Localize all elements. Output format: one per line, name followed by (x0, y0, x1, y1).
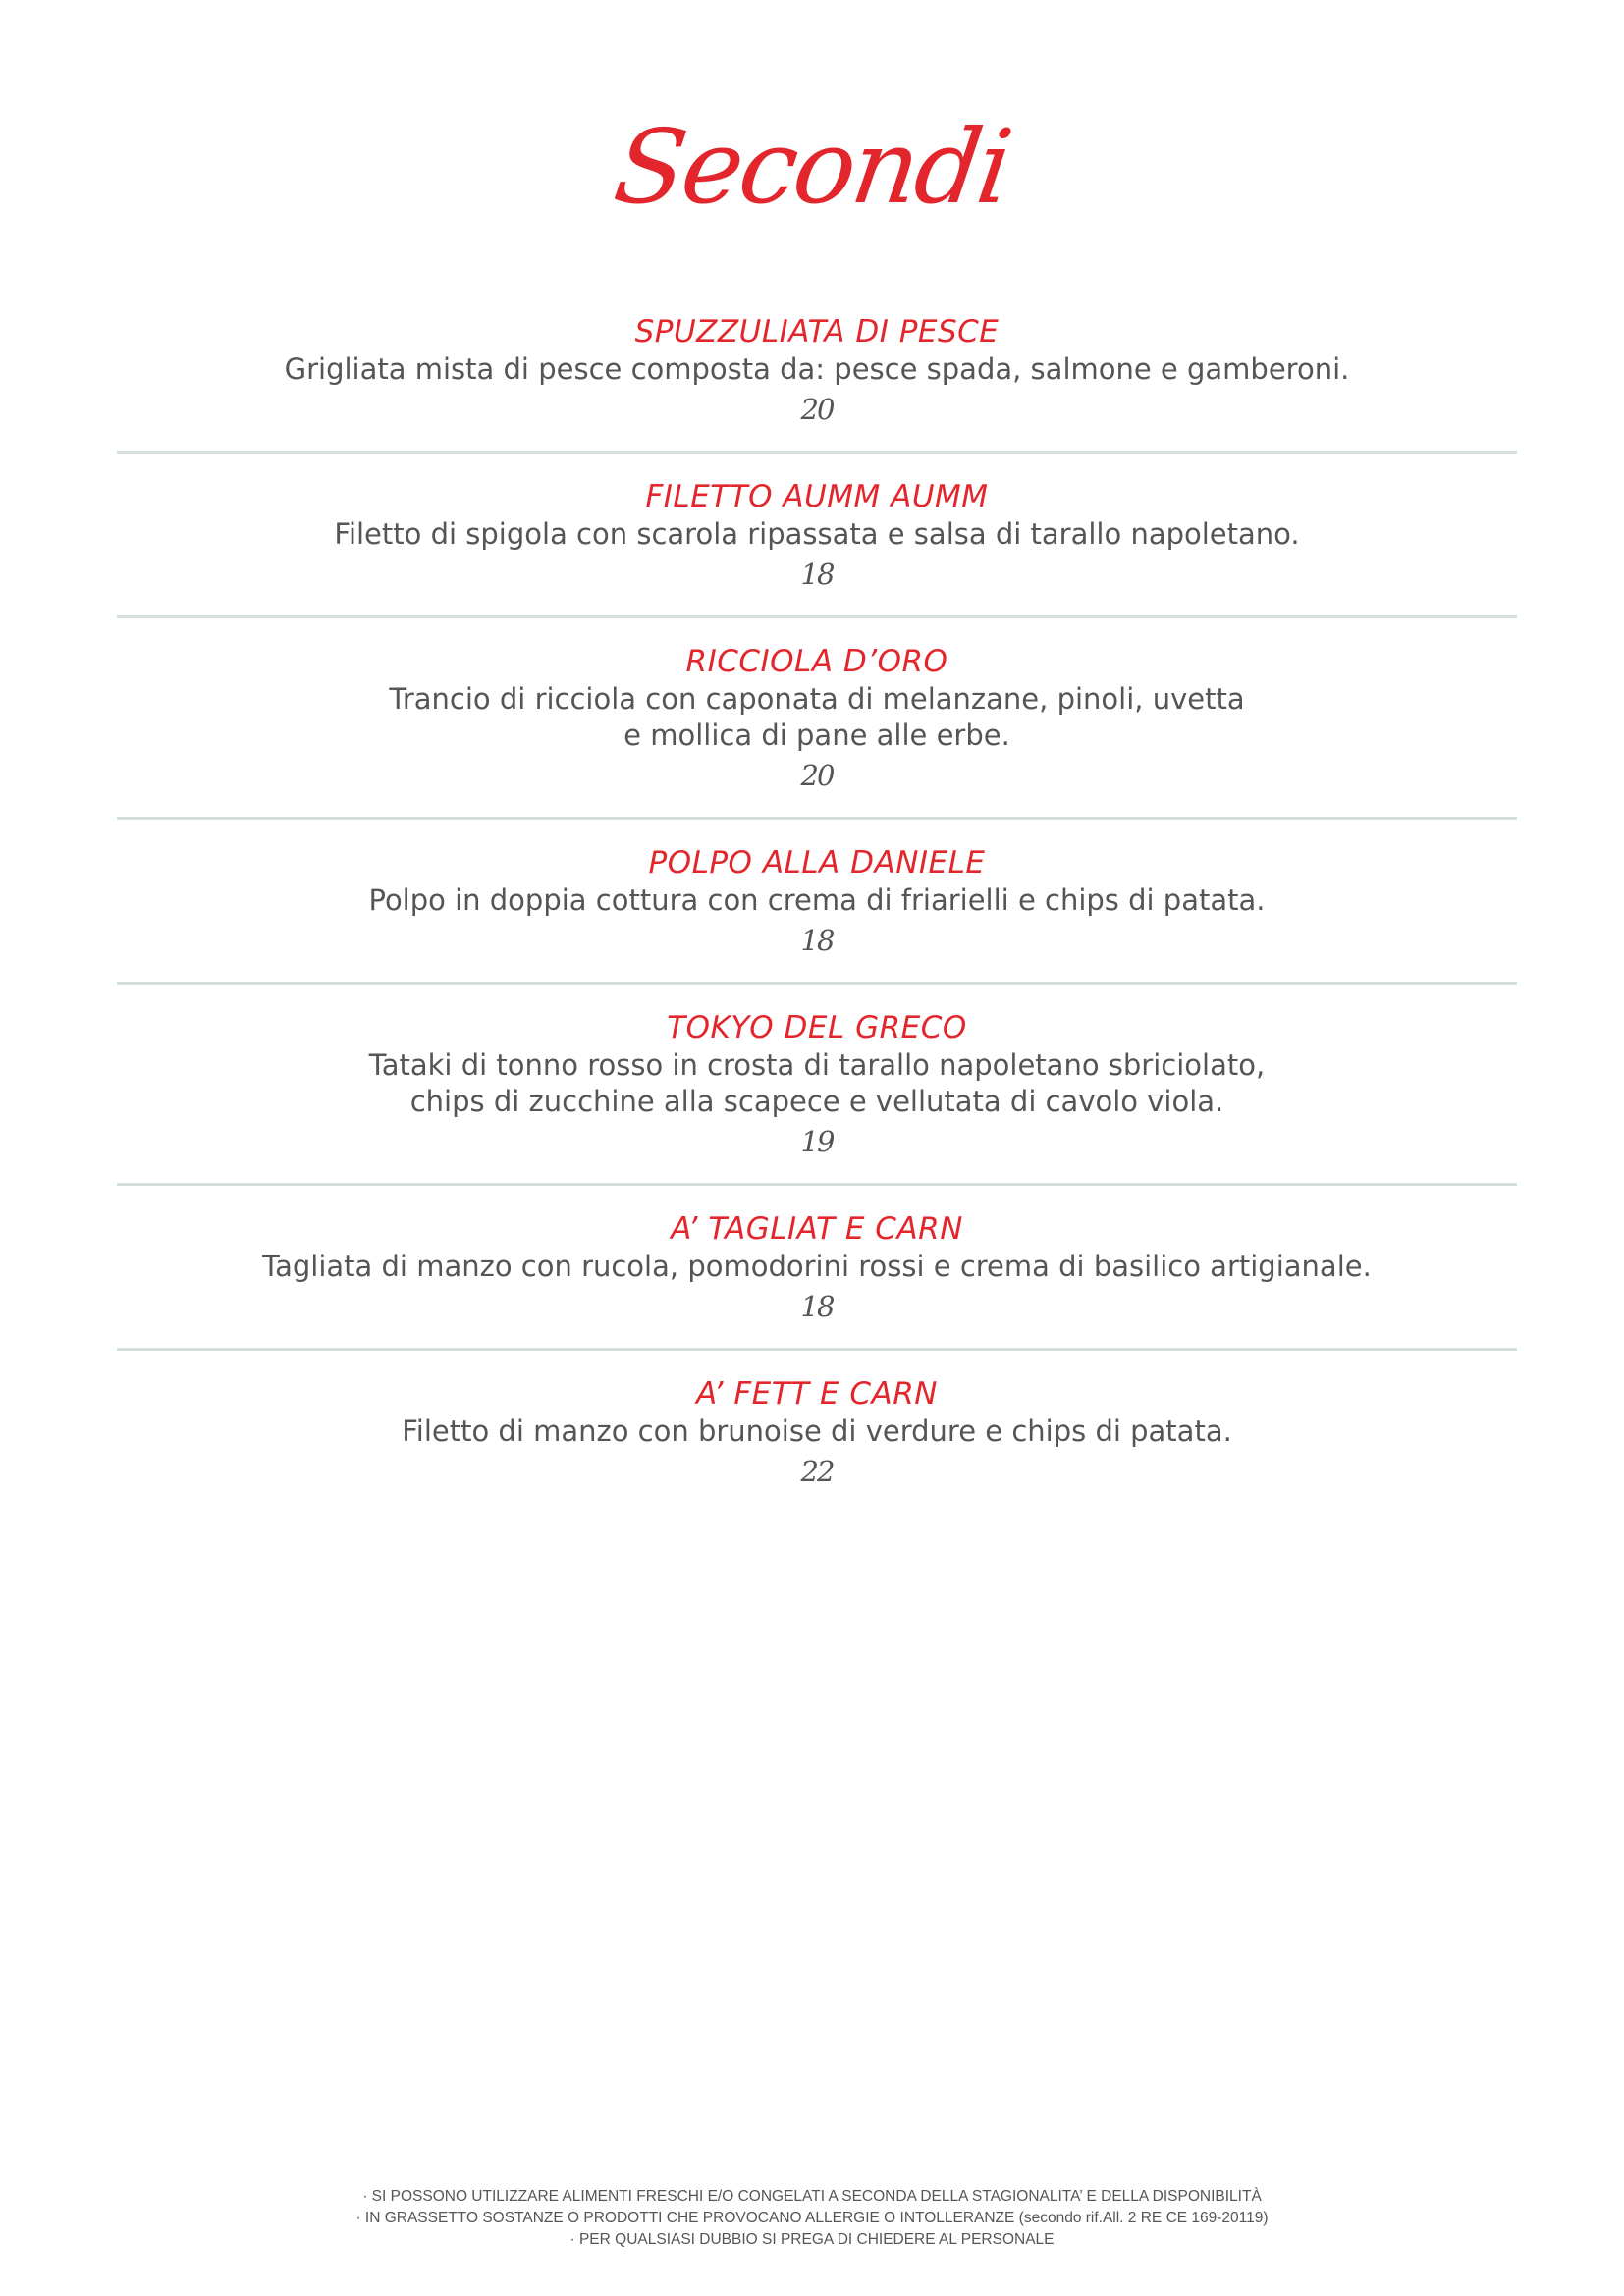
divider (117, 451, 1517, 454)
menu-item (117, 843, 1517, 960)
dish-name: POLPO ALLA DANIELE (648, 845, 986, 881)
dish-price: 19 (800, 1125, 834, 1158)
dish-price: 18 (800, 924, 834, 957)
footer-note: · PER QUALSIASI DUBBIO SI PREGA DI CHIEDERE AL PERSONALE (569, 2231, 1055, 2248)
dish-price: 20 (800, 759, 834, 792)
divider (117, 1183, 1517, 1186)
footer-note: · IN GRASSETTO SOSTANZE O PRODOTTI CHE PROVOCANO ALLERGIE O INTOLLERANZE (secondo rif.All. 2 RE CE 169-20119) (355, 2210, 1269, 2226)
dish-price: 18 (800, 558, 834, 591)
menu-item (117, 312, 1517, 429)
menu-item (117, 1374, 1517, 1491)
dish-description: Filetto di manzo con brunoise di verdure e chips di patata. (402, 1415, 1232, 1448)
menu-list (117, 312, 1517, 1491)
divider (117, 817, 1517, 820)
menu-item (117, 1209, 1517, 1326)
divider (117, 615, 1517, 618)
dish-description: Tagliata di manzo con rucola, pomodorini rossi e crema di basilico artigianale. (262, 1250, 1372, 1283)
footer-notes (0, 2186, 1624, 2251)
divider (117, 982, 1517, 985)
menu-item (117, 1008, 1517, 1161)
page-title: Secondi (607, 107, 1017, 227)
menu-item (117, 477, 1517, 594)
dish-price: 20 (800, 393, 834, 426)
dish-name: A’ TAGLIAT E CARN (671, 1211, 963, 1247)
dish-price: 22 (800, 1455, 834, 1488)
dish-name: FILETTO AUMM AUMM (645, 479, 989, 514)
dish-description: Polpo in doppia cottura con crema di friarielli e chips di patata. (368, 883, 1266, 917)
dish-name: SPUZZULIATA DI PESCE (634, 314, 1000, 349)
dish-description: Grigliata mista di pesce composta da: pesce spada, salmone e gamberoni. (284, 352, 1350, 386)
dish-description: Trancio di ricciola con caponata di melanzane, pinoli, uvetta e mollica di pane alle erbe. (389, 682, 1245, 752)
dish-price: 18 (800, 1290, 834, 1323)
footer-note: · SI POSSONO UTILIZZARE ALIMENTI FRESCHI E/O CONGELATI A SECONDA DELLA STAGIONALITA’ E DELLA DISPONIBILITÀ (362, 2188, 1262, 2205)
dish-description: Tataki di tonno rosso in crosta di tarallo napoletano sbriciolato, chips di zucchine alla scapece e vellutata di cavolo viola. (368, 1048, 1266, 1118)
divider (117, 1348, 1517, 1351)
dish-name: A’ FETT E CARN (696, 1376, 938, 1412)
menu-item (117, 642, 1517, 795)
dish-name: TOKYO DEL GRECO (667, 1010, 967, 1045)
dish-description: Filetto di spigola con scarola ripassata e salsa di tarallo napoletano. (334, 517, 1300, 551)
dish-name: RICCIOLA D’ORO (685, 644, 948, 679)
